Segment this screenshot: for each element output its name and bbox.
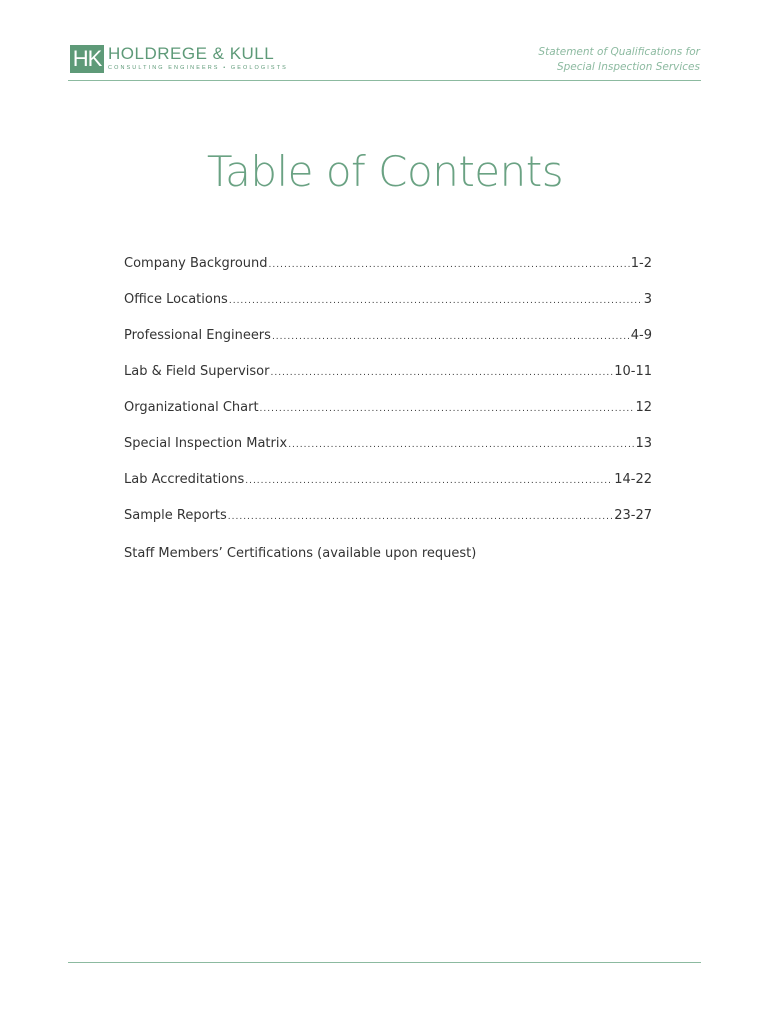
company-logo xyxy=(70,45,288,73)
toc-entry-page: 23-27 xyxy=(614,508,652,523)
company-name: HOLDREGE & KULL xyxy=(108,44,275,63)
toc-entry-label: Special Inspection Matrix xyxy=(124,436,288,451)
toc-entry xyxy=(124,508,652,544)
document-subtitle xyxy=(538,45,700,75)
toc-entry xyxy=(124,436,652,472)
toc-entry-label: Organizational Chart xyxy=(124,400,259,415)
toc-entry-page: 12 xyxy=(635,400,652,415)
toc-entry-page: 14-22 xyxy=(614,472,652,487)
toc-leader-dots xyxy=(270,368,613,378)
toc-entry xyxy=(124,292,652,328)
toc-entry xyxy=(124,256,652,292)
header-divider xyxy=(68,80,701,81)
toc-entry-label: Lab & Field Supervisor xyxy=(124,364,270,379)
subtitle-line-1: Statement of Qualifications for xyxy=(538,46,700,58)
toc-entry-page: 1-2 xyxy=(630,256,652,271)
toc-entry-label: Lab Accreditations xyxy=(124,472,245,487)
toc-leader-dots xyxy=(229,296,643,306)
company-tagline: CONSULTING ENGINEERS • GEOLOGISTS xyxy=(108,65,288,71)
footer-divider xyxy=(68,962,701,963)
toc-entry xyxy=(124,364,652,400)
toc-entry-label: Company Background xyxy=(124,256,268,271)
toc-entry-label: Office Locations xyxy=(124,292,228,307)
toc-entry-page: 10-11 xyxy=(614,364,652,379)
toc-leader-dots xyxy=(245,476,613,486)
logo-mark: HK xyxy=(70,45,104,73)
toc-entry xyxy=(124,328,652,364)
toc-entry xyxy=(124,400,652,436)
toc-leader-dots xyxy=(288,440,634,450)
subtitle-line-2: Special Inspection Services xyxy=(556,61,700,73)
toc-entry-label: Sample Reports xyxy=(124,508,227,523)
table-of-contents xyxy=(124,256,652,580)
page-title: Table of Contents xyxy=(206,147,564,196)
toc-leader-dots xyxy=(272,332,630,342)
toc-leader-dots xyxy=(260,404,635,414)
toc-leader-dots xyxy=(228,512,613,522)
toc-entry-page: 3 xyxy=(643,292,652,307)
toc-entry-page: 4-9 xyxy=(630,328,652,343)
toc-entry xyxy=(124,472,652,508)
logo-text xyxy=(108,45,288,73)
toc-entry-label: Professional Engineers xyxy=(124,328,271,343)
certifications-note: Staff Members’ Certifications (available upon request) xyxy=(124,546,477,561)
toc-leader-dots xyxy=(269,260,630,270)
toc-entry-page: 13 xyxy=(635,436,652,451)
